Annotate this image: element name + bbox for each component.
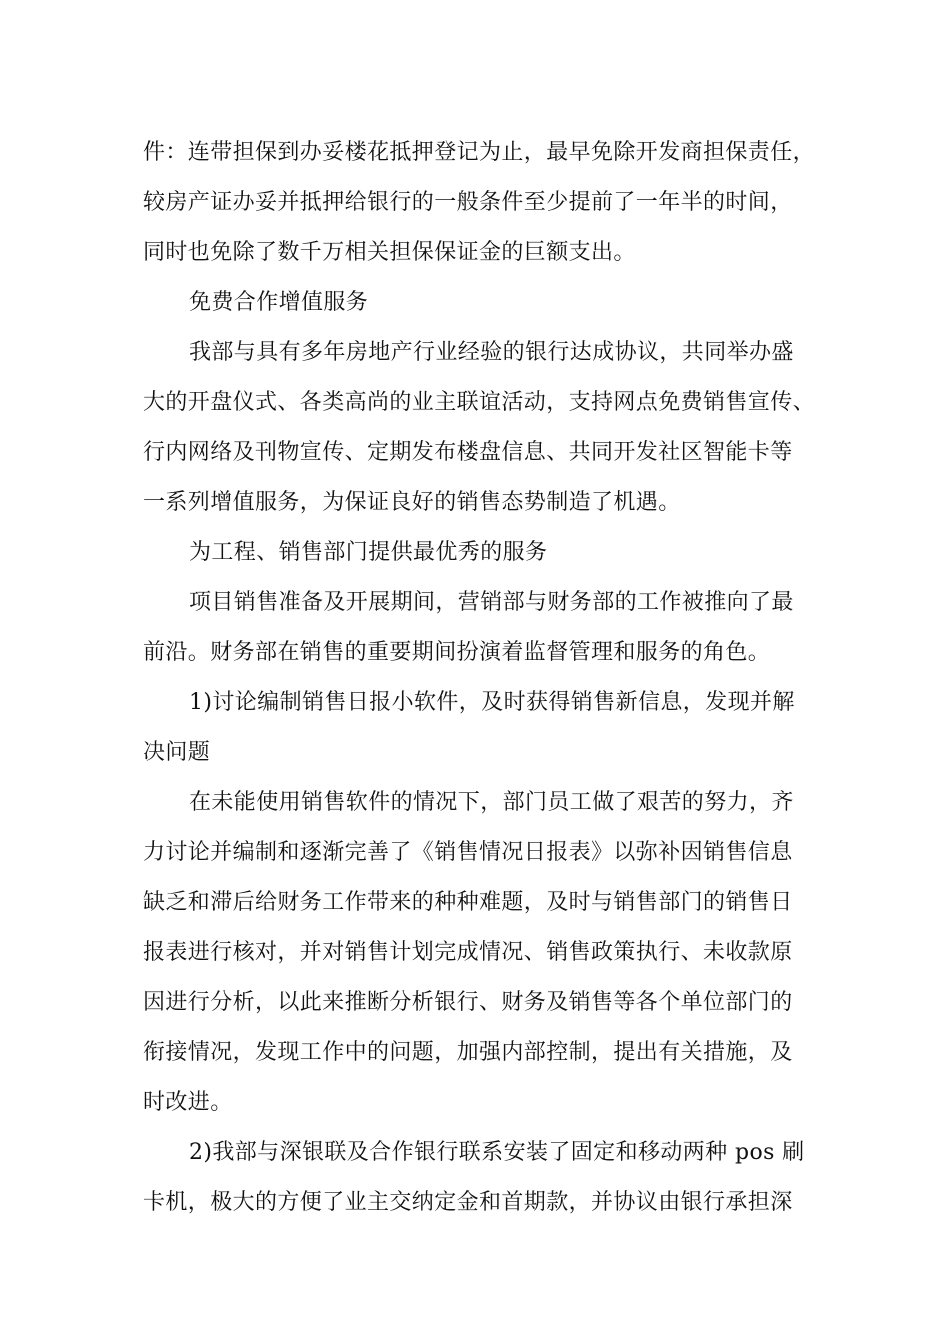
text-line: 时改进。 (143, 1090, 233, 1115)
list-item-heading: 2)我部与深银联及合作银行联系安装了固定和移动两种 pos 刷 (189, 1140, 805, 1165)
text-line: 件：连带担保到办妥楼花抵押登记为止，最早免除开发商担保责任， (143, 140, 816, 165)
text-line: 缺乏和滞后给财务工作带来的种种难题，及时与销售部门的销售日 (143, 890, 793, 915)
text-line: 决问题 (143, 740, 211, 765)
text-line: 报表进行核对，并对销售计划完成情况、销售政策执行、未收款原 (143, 940, 793, 965)
text-line: 我部与具有多年房地产行业经验的银行达成协议，共同举办盛 (189, 340, 794, 365)
text-line: 前沿。财务部在销售的重要期间扮演着监督管理和服务的角色。 (143, 640, 771, 665)
text-line: 力讨论并编制和逐渐完善了《销售情况日报表》以弥补因销售信息 (143, 840, 793, 865)
body-text (143, 128, 816, 1228)
text-line: 卡机，极大的方便了业主交纳定金和首期款，并协议由银行承担深 (143, 1190, 793, 1215)
section-heading: 为工程、销售部门提供最优秀的服务 (189, 540, 548, 565)
text-line: 在未能使用销售软件的情况下，部门员工做了艰苦的努力，齐 (189, 790, 794, 815)
list-item-heading: 1)讨论编制销售日报小软件，及时获得销售新信息，发现并解 (189, 690, 795, 715)
section-heading: 免费合作增值服务 (189, 290, 369, 315)
text-line: 因进行分析，以此来推断分析银行、财务及销售等各个单位部门的 (143, 990, 793, 1015)
text-line: 较房产证办妥并抵押给银行的一般条件至少提前了一年半的时间， (143, 190, 793, 215)
text-line: 一系列增值服务，为保证良好的销售态势制造了机遇。 (143, 490, 681, 515)
text-line: 行内网络及刊物宣传、定期发布楼盘信息、共同开发社区智能卡等 (143, 440, 793, 465)
text-line: 项目销售准备及开展期间，营销部与财务部的工作被推向了最 (189, 590, 794, 615)
text-line: 衔接情况，发现工作中的问题，加强内部控制，提出有关措施，及 (143, 1040, 793, 1065)
text-line: 同时也免除了数千万相关担保保证金的巨额支出。 (143, 240, 636, 265)
text-line: 大的开盘仪式、各类高尚的业主联谊活动，支持网点免费销售宣传、 (143, 390, 816, 415)
